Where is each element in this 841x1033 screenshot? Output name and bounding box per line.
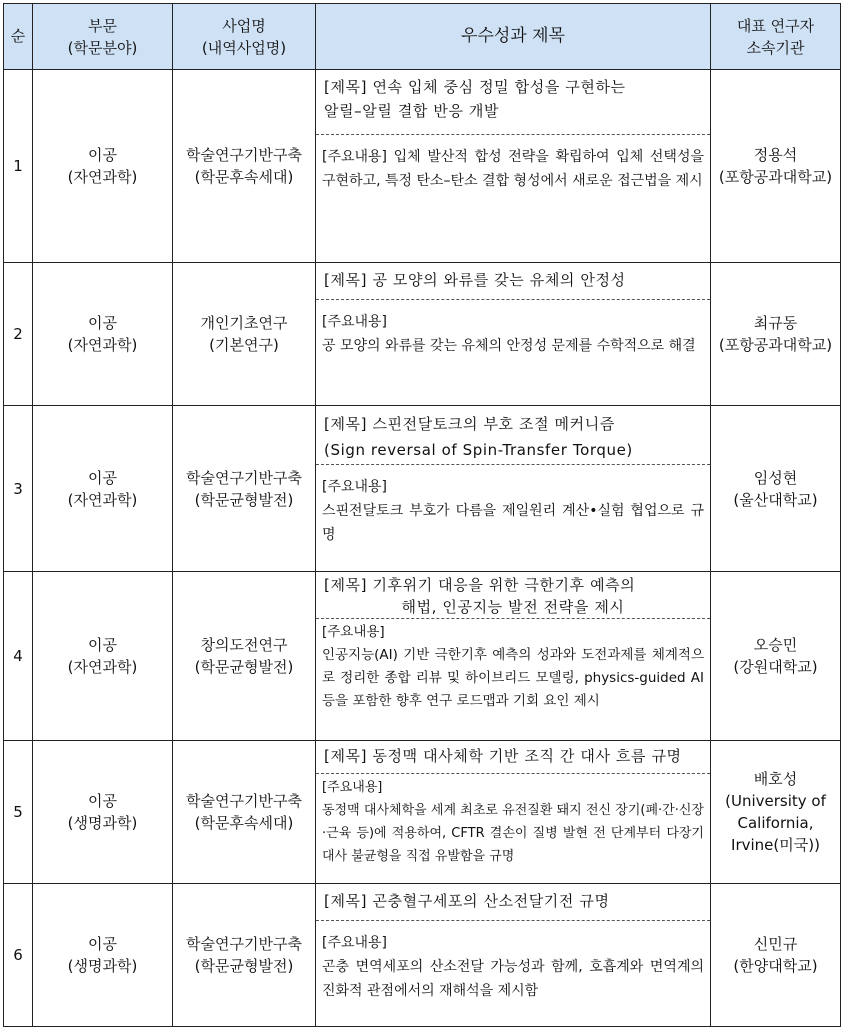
row-institution: 오승민 (강원대학교): [711, 572, 841, 741]
row-no: 2: [4, 263, 33, 406]
row-category: 이공 (자연과학): [33, 572, 173, 741]
table-row: [4, 884, 841, 1027]
row-no: 5: [4, 741, 33, 884]
result-content: [주요내용] 공 모양의 와류를 갖는 유체의 안정성 문제를 수학적으로 해결: [322, 314, 696, 354]
result-title: [제목] 스핀전달토크의 부호 조절 메커니즘 (Sign reversal of Spin-Transfer Torque): [316, 406, 710, 465]
result-content: [주요내용] 스핀전달토크 부호가 다름을 제일원리 계산•실험 협업으로 규명: [322, 479, 704, 543]
row-category: 이공 (생명과학): [33, 884, 173, 1027]
row-category: 이공 (자연과학): [33, 406, 173, 572]
result-title: [제목] 동정맥 대사체학 기반 조직 간 대사 흐름 규명: [316, 741, 710, 774]
result-title: [제목] 연속 입체 중심 정밀 합성을 구현하는 알릴–알릴 결합 반응 개발: [316, 70, 710, 135]
row-result: [316, 406, 711, 572]
table-row: [4, 263, 841, 406]
result-title: [제목] 곤충혈구세포의 산소전달기전 규명: [316, 884, 710, 921]
results-table: [3, 3, 841, 1027]
row-business: 창의도전연구 (학문균형발전): [173, 572, 316, 741]
header-institution: 대표 연구자 소속기관: [711, 4, 841, 70]
table-row: [4, 572, 841, 741]
row-result: [316, 884, 711, 1027]
row-no: 3: [4, 406, 33, 572]
row-institution: 최규동 (포항공과대학교): [711, 263, 841, 406]
header-result: 우수성과 제목: [316, 4, 711, 70]
table-header-row: [4, 4, 841, 70]
row-category: 이공 (자연과학): [33, 263, 173, 406]
result-content: [주요내용] 동정맥 대사체학을 세계 최초로 유전질환 돼지 전신 장기(폐·간·신장·근육 등)에 적용하여, CFTR 결손이 질병 발현 전 단계부터 다장기 대사 불균형을 직접 유발함을 규명: [322, 780, 704, 864]
row-institution: 정용석 (포항공과대학교): [711, 70, 841, 263]
table-row: [4, 741, 841, 884]
result-title: [제목] 공 모양의 와류를 갖는 유체의 안정성: [316, 263, 710, 300]
row-business: 개인기초연구 (기본연구): [173, 263, 316, 406]
result-title: [제목] 기후위기 대응을 위한 극한기후 예측의 해법, 인공지능 발전 전략을 제시: [316, 572, 710, 619]
row-business: 학술연구기반구축 (학문후속세대): [173, 70, 316, 263]
result-content: [주요내용] 입체 발산적 합성 전략을 확립하여 입체 선택성을 구현하고, 특정 탄소–탄소 결합 형성에서 새로운 접근법을 제시: [322, 149, 704, 189]
table-row: [4, 70, 841, 263]
row-institution: 임성현 (울산대학교): [711, 406, 841, 572]
row-result: [316, 263, 711, 406]
row-institution: 배호성 (University of California, Irvine(미국)): [711, 741, 841, 884]
row-result: [316, 70, 711, 263]
row-result: [316, 572, 711, 741]
row-institution: 신민규 (한양대학교): [711, 884, 841, 1027]
header-no: 순: [4, 4, 33, 70]
row-business: 학술연구기반구축 (학문균형발전): [173, 406, 316, 572]
row-no: 4: [4, 572, 33, 741]
row-business: 학술연구기반구축 (학문균형발전): [173, 884, 316, 1027]
row-category: 이공 (자연과학): [33, 70, 173, 263]
table-row: [4, 406, 841, 572]
row-business: 학술연구기반구축 (학문후속세대): [173, 741, 316, 884]
result-content: [주요내용] 곤충 면역세포의 산소전달 가능성과 함께, 호흡계와 면역계의 진화적 관점에서의 재해석을 제시함: [322, 935, 704, 999]
header-business: 사업명 (내역사업명): [173, 4, 316, 70]
row-no: 1: [4, 70, 33, 263]
row-category: 이공 (생명과학): [33, 741, 173, 884]
header-category: 부문 (학문분야): [33, 4, 173, 70]
row-no: 6: [4, 884, 33, 1027]
result-content: [주요내용] 인공지능(AI) 기반 극한기후 예측의 성과와 도전과제를 체계적으로 정리한 종합 리뷰 및 하이브리드 모델링, physics-guided AI 등을 포함한 향후 연구 로드맵과 기회 요인 제시: [322, 624, 704, 709]
row-result: [316, 741, 711, 884]
